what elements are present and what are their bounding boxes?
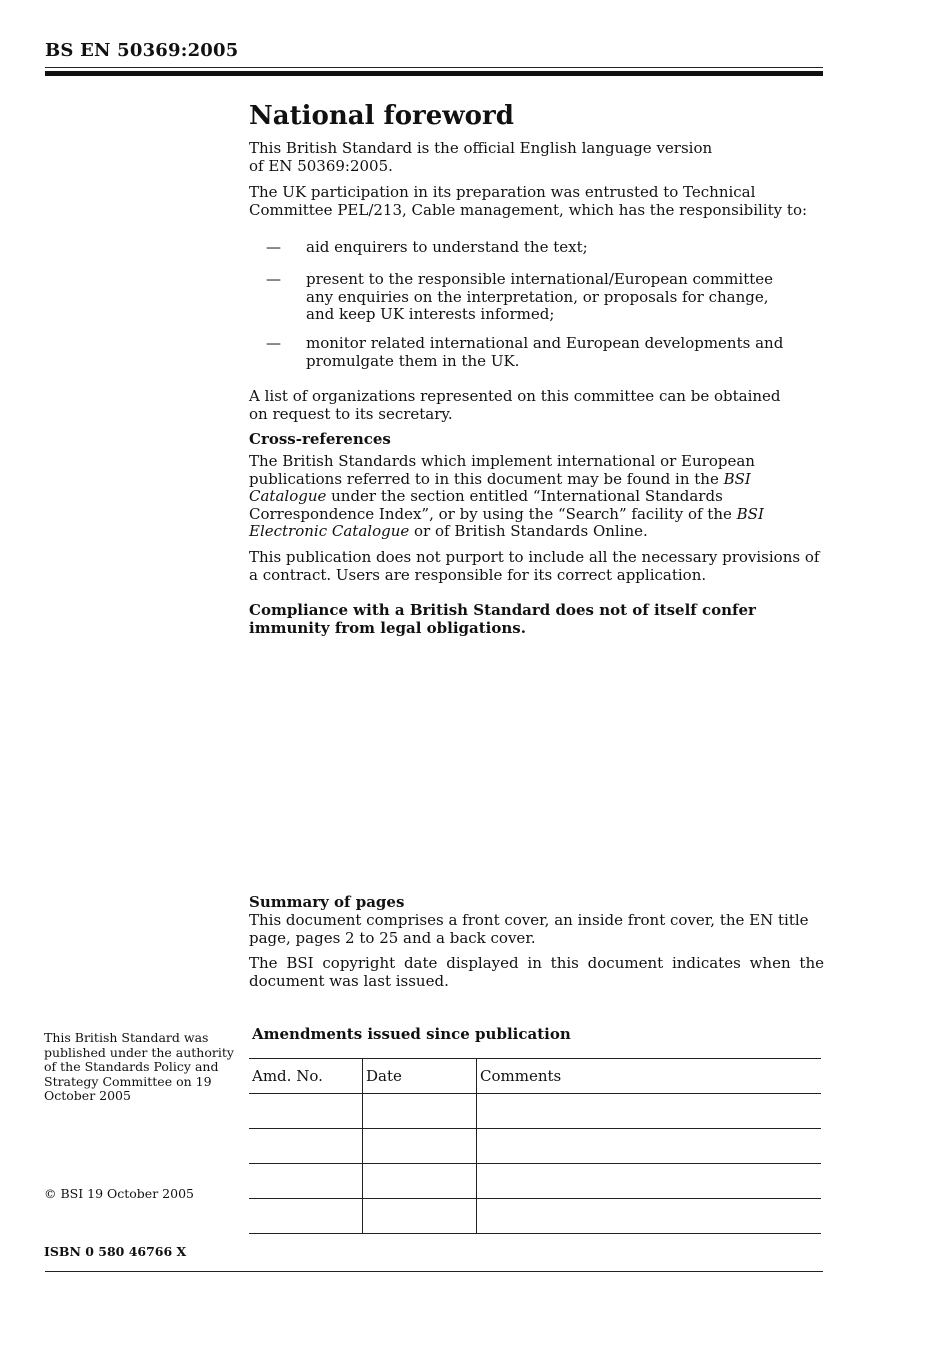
column-header: Amd. No. <box>249 1059 363 1094</box>
cross-references-heading: Cross-references <box>249 430 391 448</box>
list-item-text: present to the responsible international/European committee any enquiries on the interpretation, or proposals for change, and keep UK interests informed; <box>306 270 774 323</box>
bsi-electronic-catalogue-title: BSI Electronic Catalogue <box>249 504 764 540</box>
intro-paragraph: This British Standard is the official English language version of EN 50369:2005. <box>249 139 713 175</box>
amendments-table <box>249 1058 821 1234</box>
table-cell <box>363 1094 477 1129</box>
table-cell <box>363 1129 477 1164</box>
table-cell <box>249 1129 363 1164</box>
table-row <box>249 1129 821 1164</box>
column-header: Date <box>363 1059 477 1094</box>
provisions-paragraph: This publication does not purport to include all the necessary provisions of a contract. Users are responsible for its correct application. <box>249 548 820 584</box>
isbn: ISBN 0 580 46766 X <box>44 1244 187 1259</box>
table-cell <box>249 1094 363 1129</box>
list-dash: — <box>266 270 281 288</box>
footer-rule <box>45 1271 823 1272</box>
table-cell <box>363 1164 477 1199</box>
table-cell <box>477 1094 822 1129</box>
compliance-statement: Compliance with a British Standard does not of itself confer immunity from legal obligations. <box>249 601 756 637</box>
table-header-row <box>249 1059 821 1094</box>
table-cell <box>249 1164 363 1199</box>
table-row <box>249 1094 821 1129</box>
table-cell <box>477 1164 822 1199</box>
amendments-title: Amendments issued since publication <box>252 1025 571 1043</box>
summary-paragraph: This document comprises a front cover, an inside front cover, the EN title page, pages 2 to 25 and a back cover. <box>249 911 809 947</box>
copyright-line: © BSI 19 October 2005 <box>44 1186 194 1201</box>
bsi-catalogue-title: BSI Catalogue <box>249 469 751 505</box>
standard-number: BS EN 50369:2005 <box>45 40 239 61</box>
table-row <box>249 1164 821 1199</box>
publication-note: This British Standard was published under the authority of the Standards Policy and Strategy Committee on 19 October 2005 <box>44 1030 234 1103</box>
list-item-text: monitor related international and European developments and promulgate them in the UK. <box>306 334 784 370</box>
table-cell <box>249 1199 363 1234</box>
organizations-paragraph: A list of organizations represented on this committee can be obtained on request to its secretary. <box>249 387 781 423</box>
summary-heading: Summary of pages <box>249 893 405 911</box>
table-row <box>249 1199 821 1234</box>
header-rule-thick <box>45 71 823 76</box>
table-cell <box>477 1129 822 1164</box>
list-dash: — <box>266 334 281 352</box>
column-header: Comments <box>477 1059 822 1094</box>
list-dash: — <box>266 238 281 256</box>
list-item-text: aid enquirers to understand the text; <box>306 238 588 256</box>
cross-references-paragraph: The British Standards which implement international or European publications referred to in this document may be found in the BSI Catalogue under the section entitled “International Standards Correspondence Index”, or by using the “Search” facility of the BSI Electronic Catalogue or of British Standards Online. <box>249 452 764 540</box>
header-rule-thin <box>45 67 823 68</box>
copyright-note: The BSI copyright date displayed in this document indicates when the document was last issued. <box>249 954 824 990</box>
page-title: National foreword <box>249 101 514 131</box>
table-cell <box>477 1199 822 1234</box>
participation-paragraph: The UK participation in its preparation was entrusted to Technical Committee PEL/213, Cable management, which has the responsibility to: <box>249 183 808 219</box>
table-cell <box>363 1199 477 1234</box>
